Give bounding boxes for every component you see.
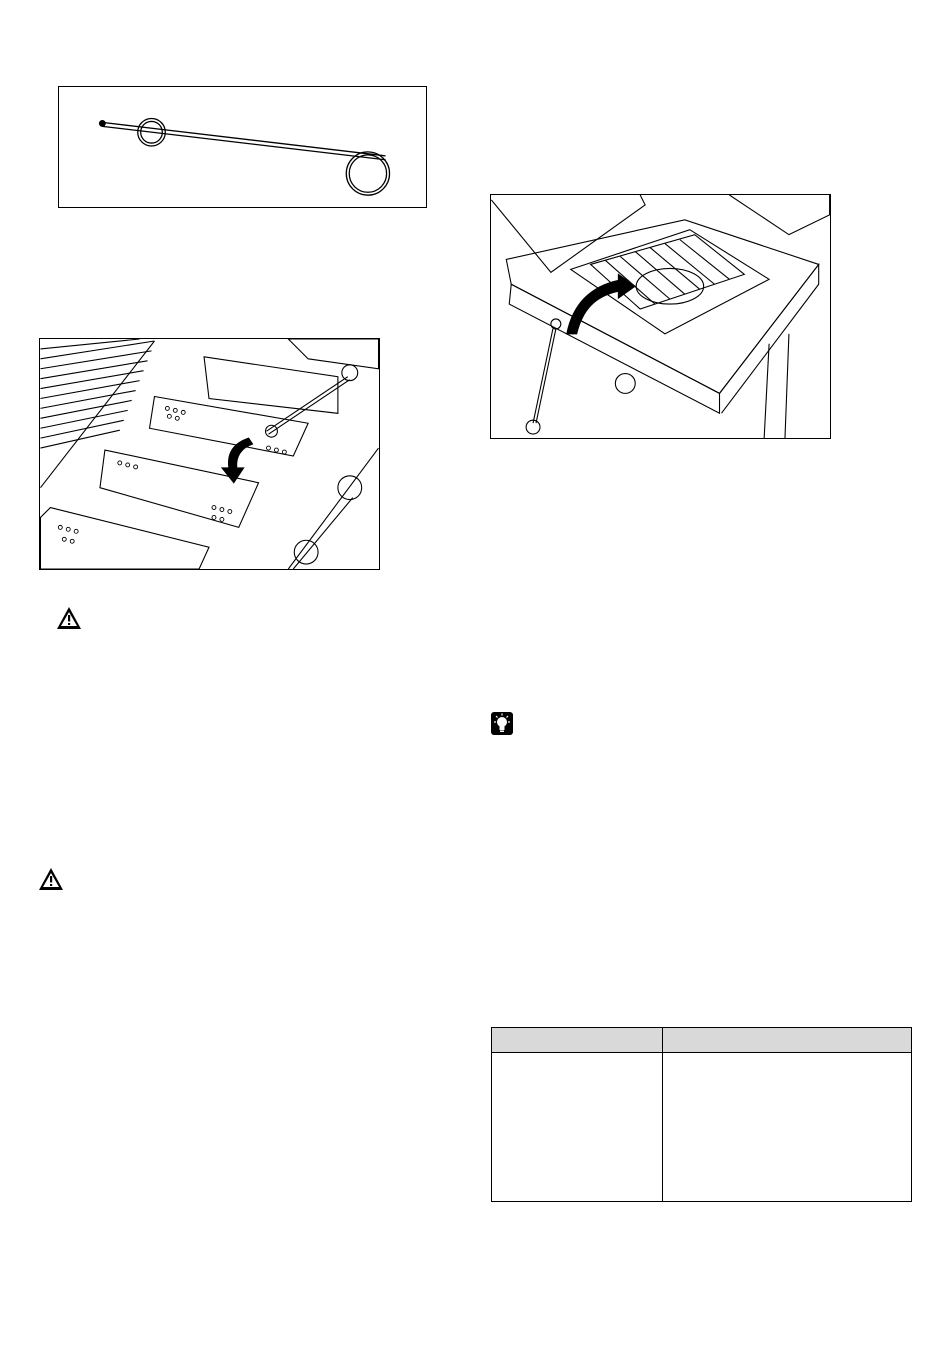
warning-triangle-icon — [56, 606, 82, 630]
table-header-row — [492, 1028, 911, 1053]
warning-triangle-icon — [38, 867, 64, 891]
table-column-divider — [662, 1028, 663, 1201]
side-burner-figure — [490, 194, 831, 439]
grill-burner-drawing — [40, 339, 379, 569]
info-table — [491, 1027, 912, 1202]
lighting-rod-figure — [58, 86, 427, 208]
lighting-rod-drawing — [59, 87, 426, 207]
grill-burner-figure — [39, 338, 380, 570]
side-burner-drawing — [491, 195, 830, 438]
lightbulb-tip-icon — [491, 712, 513, 735]
